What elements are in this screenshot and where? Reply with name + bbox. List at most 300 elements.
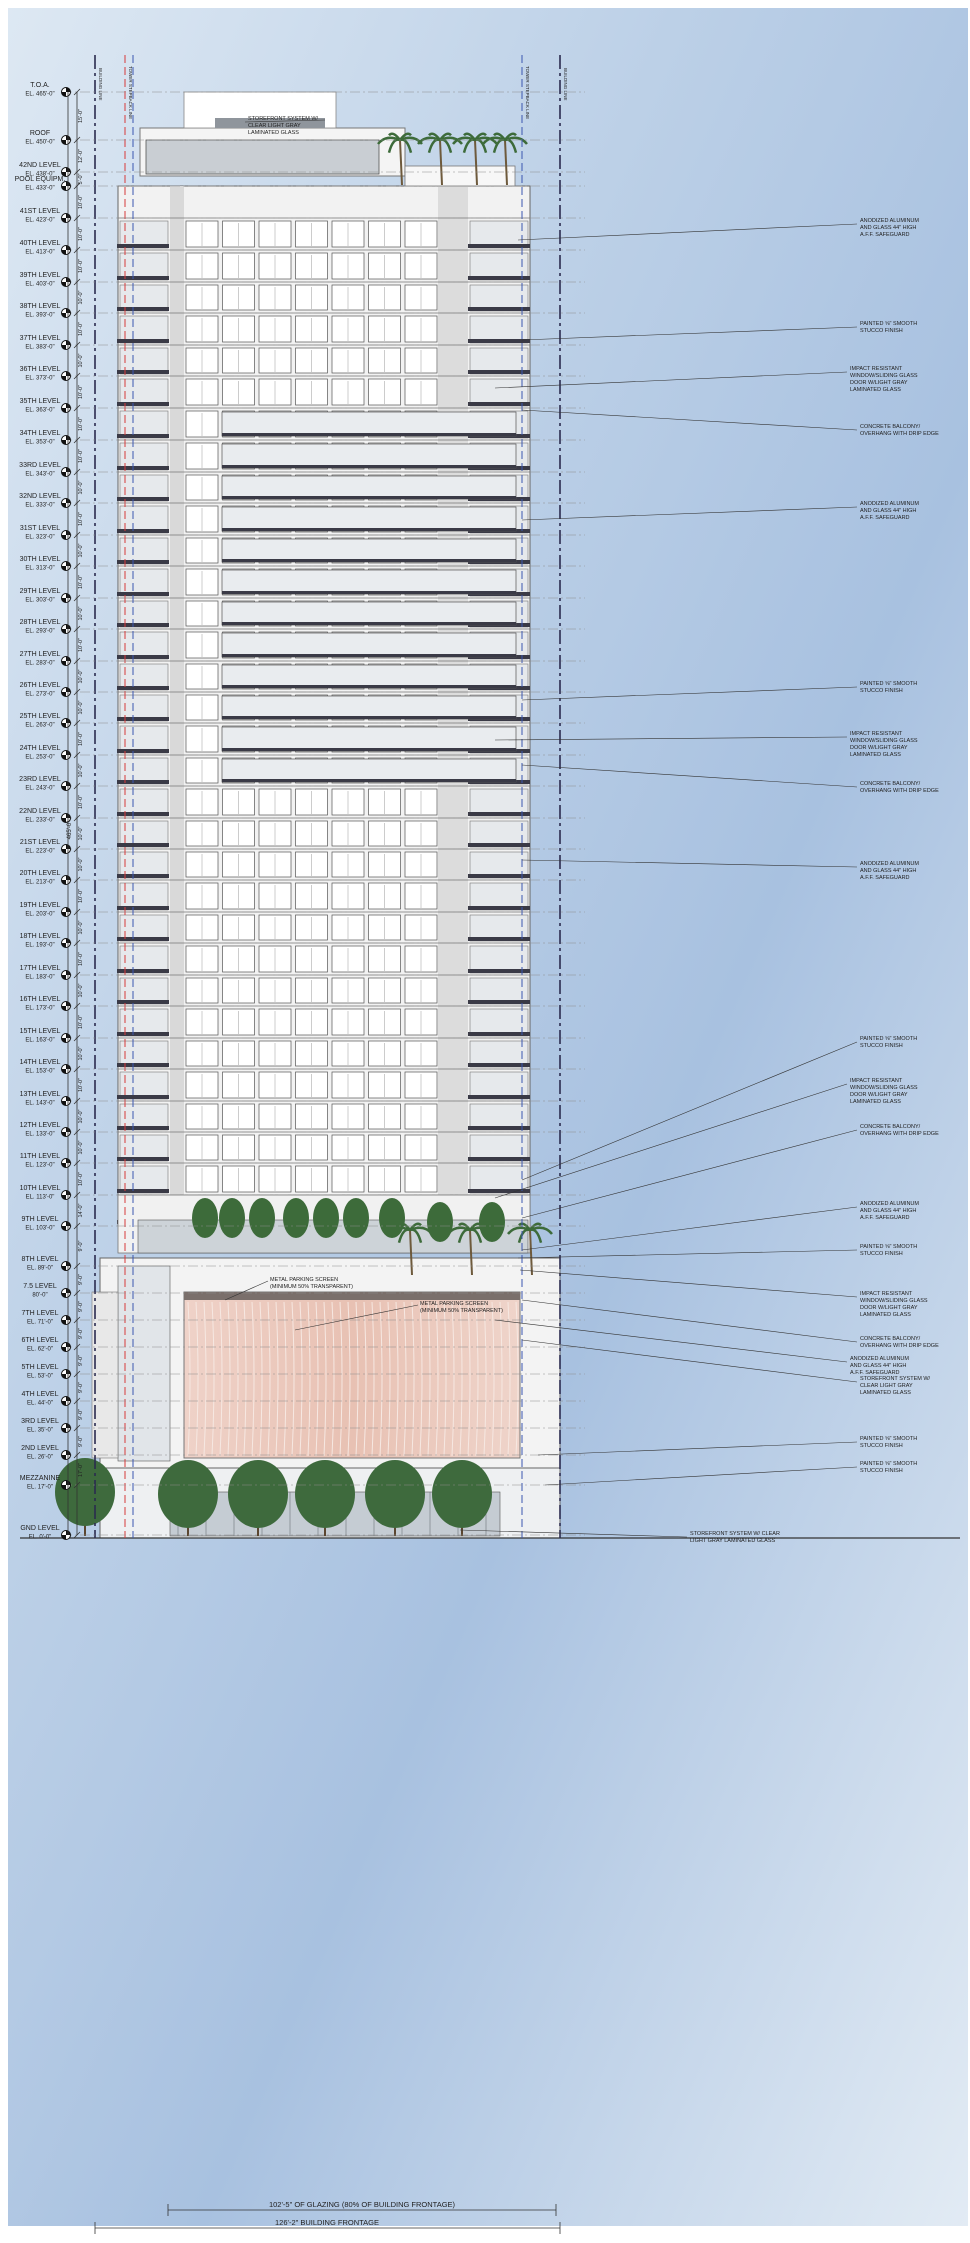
level-marker xyxy=(62,1370,71,1379)
level-elevation: EL. 423'-0" xyxy=(25,217,55,224)
level-elevation: EL. 223'-0" xyxy=(25,848,55,855)
level-elevation: EL. 35'-0" xyxy=(27,1427,53,1434)
right-balcony-glass xyxy=(470,316,528,343)
level-elevation: EL. 438'-0" xyxy=(25,171,55,178)
level-elevation: EL. 113'-0" xyxy=(25,1194,55,1201)
mid-balcony-rail xyxy=(222,591,516,594)
right-balcony-glass xyxy=(470,253,528,280)
floor-height-dim: 9'-0" xyxy=(78,1436,84,1447)
level-name: 2ND LEVEL xyxy=(21,1445,59,1452)
callout-line: CLEAR LIGHT GRAY xyxy=(248,123,301,129)
tower-shade-left xyxy=(170,186,184,1226)
pool-deck xyxy=(405,166,515,186)
floor-height-dim: 10'-0" xyxy=(78,637,84,653)
callout-line: ANODIZED ALUMINUM xyxy=(860,1201,919,1207)
level-elevation: EL. 203'-0" xyxy=(25,911,55,918)
level-name: 31ST LEVEL xyxy=(19,525,61,532)
level-elevation: EL. 89'-0" xyxy=(27,1265,53,1272)
floor-height-dim: 9'-0" xyxy=(78,1240,84,1252)
callout-line: ANODIZED ALUMINUM xyxy=(860,218,919,224)
level-name: 7.5 LEVEL xyxy=(23,1283,57,1290)
level-elevation: EL. 413'-0" xyxy=(25,249,55,256)
callout-line: STUCCO FINISH xyxy=(860,688,903,694)
callout-line: AND GLASS 44" HIGH xyxy=(850,1363,907,1369)
shrub-tree xyxy=(379,1198,405,1238)
shrub-tree xyxy=(427,1202,453,1242)
mid-balcony-rail xyxy=(222,654,516,657)
level-marker xyxy=(62,404,71,413)
right-balcony-rail xyxy=(468,1126,530,1130)
level-elevation: EL. 373'-0" xyxy=(25,375,55,382)
level-marker xyxy=(62,1424,71,1433)
left-balcony-glass xyxy=(120,411,168,438)
left-balcony-glass xyxy=(120,379,168,406)
right-balcony-glass xyxy=(470,379,528,406)
level-elevation: EL. 71'-0" xyxy=(27,1319,53,1326)
level-name: 18TH LEVEL xyxy=(19,933,61,940)
level-marker xyxy=(62,531,71,540)
level-marker xyxy=(62,1097,71,1106)
right-balcony-rail xyxy=(468,937,530,941)
callout-line: PAINTED ⅝" SMOOTH xyxy=(860,321,918,327)
level-name: 15TH LEVEL xyxy=(19,1028,61,1035)
right-balcony-glass xyxy=(470,1166,528,1193)
callout-line: STUCCO FINISH xyxy=(860,1043,903,1049)
level-elevation: EL. 323'-0" xyxy=(25,534,55,541)
level-elevation: EL. 17'-0" xyxy=(27,1484,53,1491)
grid-line-label: TOWER STEPBACK LINE xyxy=(525,66,530,120)
floor-height-dim: 9'-0" xyxy=(78,1355,84,1366)
level-elevation: EL. 44'-0" xyxy=(27,1400,53,1407)
callout-line: A.F.F. SAFEGUARD xyxy=(860,1215,910,1221)
floor-height-dim: 9'-0" xyxy=(78,1328,84,1339)
floor-height-dim: 10'-0" xyxy=(78,448,84,464)
level-name: 8TH LEVEL xyxy=(21,1256,59,1263)
level-elevation: EL. 103'-0" xyxy=(25,1225,55,1232)
level-marker xyxy=(62,372,71,381)
level-marker xyxy=(62,136,71,145)
mid-balcony-band xyxy=(222,539,516,562)
callout-line: LAMINATED GLASS xyxy=(248,130,299,136)
right-balcony-glass xyxy=(470,883,528,910)
right-balcony-glass xyxy=(470,1072,528,1099)
level-marker xyxy=(62,1222,71,1231)
callout-line: STOREFRONT SYSTEM W/ CLEAR xyxy=(690,1531,780,1537)
right-balcony-rail xyxy=(468,843,530,847)
floor-height-dim: 10'-0" xyxy=(78,1171,84,1187)
mid-balcony-band xyxy=(222,696,516,719)
callout-line: AND GLASS 44" HIGH xyxy=(860,868,917,874)
callout-line: CLEAR LIGHT GRAY xyxy=(860,1383,913,1389)
level-name: POOL EQUIPM. xyxy=(14,176,66,183)
mid-balcony-band xyxy=(222,507,516,531)
floor-height-dim: 10'-0" xyxy=(78,983,84,998)
level-name: 29TH LEVEL xyxy=(19,588,61,595)
street-tree xyxy=(432,1460,492,1528)
callout-line: ANODIZED ALUMINUM xyxy=(850,1356,909,1362)
street-tree xyxy=(158,1460,218,1528)
level-elevation: EL. 123'-0" xyxy=(25,1162,55,1169)
floor-height-dim: 10'-0" xyxy=(78,290,84,305)
level-marker xyxy=(62,436,71,445)
level-name: 6TH LEVEL xyxy=(21,1337,59,1344)
level-marker xyxy=(62,499,71,508)
street-tree xyxy=(228,1460,288,1528)
left-balcony-glass xyxy=(120,1072,168,1099)
level-marker xyxy=(62,341,71,350)
right-balcony-rail xyxy=(468,1032,530,1036)
floor-height-dim: 14'-0" xyxy=(78,1203,84,1218)
level-elevation: EL. 293'-0" xyxy=(25,628,55,635)
left-balcony-glass xyxy=(120,726,168,753)
level-elevation: EL. 273'-0" xyxy=(25,691,55,698)
callout-line: STUCCO FINISH xyxy=(860,328,903,334)
left-balcony-glass xyxy=(120,883,168,910)
floor-height-dim: 10'-0" xyxy=(78,416,84,432)
level-name: MEZZANINE xyxy=(19,1475,61,1482)
callout-line: PAINTED ⅝" SMOOTH xyxy=(860,1461,918,1467)
floor-height-dim: 10'-0" xyxy=(78,606,84,621)
callout-line: STUCCO FINISH xyxy=(860,1443,903,1449)
level-elevation: 80'-0" xyxy=(32,1292,48,1299)
callout-line: LAMINATED GLASS xyxy=(850,752,901,758)
callout-line: PAINTED ⅝" SMOOTH xyxy=(860,1436,918,1442)
floor-height-dim: 10'-0" xyxy=(78,888,84,904)
floor-height-dim: 10'-0" xyxy=(78,920,84,935)
level-name: 25TH LEVEL xyxy=(19,713,61,720)
floor-height-dim: 10'-0" xyxy=(78,384,84,400)
right-balcony-rail xyxy=(468,1157,530,1161)
level-marker xyxy=(62,719,71,728)
level-name: 9TH LEVEL xyxy=(21,1216,59,1223)
mid-balcony-band xyxy=(222,412,516,436)
callout-line: PAINTED ⅝" SMOOTH xyxy=(860,1244,918,1250)
callout-line: DOOR W/LIGHT GRAY xyxy=(850,745,908,751)
level-elevation: EL. 213'-0" xyxy=(25,879,55,886)
left-balcony-glass xyxy=(120,632,168,659)
level-marker xyxy=(62,246,71,255)
level-elevation: EL. 313'-0" xyxy=(25,565,55,572)
callout-line: IMPACT RESISTANT xyxy=(850,1078,903,1084)
mid-balcony-rail xyxy=(222,748,516,751)
level-name: 26TH LEVEL xyxy=(19,682,61,689)
level-elevation: EL. 133'-0" xyxy=(25,1131,55,1138)
grid-line-label: BUILDING LINE xyxy=(98,68,103,101)
level-marker xyxy=(62,214,71,223)
level-name: 20TH LEVEL xyxy=(19,870,61,877)
floor-height-dim: 9'-0" xyxy=(78,1382,84,1393)
callout-line: IMPACT RESISTANT xyxy=(850,366,903,372)
callout-line: LAMINATED GLASS xyxy=(850,1099,901,1105)
level-marker xyxy=(62,908,71,917)
shrub-tree xyxy=(479,1202,505,1242)
level-marker xyxy=(62,1034,71,1043)
level-name: 35TH LEVEL xyxy=(19,398,61,405)
right-balcony-rail xyxy=(468,339,530,343)
level-name: 40TH LEVEL xyxy=(19,240,61,247)
floor-height-dim: 15'-0" xyxy=(78,108,84,124)
floor-height-dim: 10'-0" xyxy=(78,857,84,872)
left-balcony-glass xyxy=(120,946,168,973)
callout-line: AND GLASS 44" HIGH xyxy=(860,225,917,231)
level-marker xyxy=(62,1289,71,1298)
level-marker xyxy=(62,1191,71,1200)
left-balcony-rail xyxy=(117,843,169,847)
level-marker xyxy=(62,876,71,885)
floor-height-dim: 12'-0" xyxy=(78,148,84,164)
level-name: 12TH LEVEL xyxy=(19,1122,61,1129)
left-balcony-glass xyxy=(120,506,168,533)
callout-line: DOOR W/LIGHT GRAY xyxy=(860,1305,918,1311)
callout-line: CONCRETE BALCONY/ xyxy=(860,424,921,430)
right-balcony-rail xyxy=(468,1000,530,1004)
level-elevation: EL. 143'-0" xyxy=(25,1100,55,1107)
mid-balcony-band xyxy=(222,633,516,657)
left-balcony-rail xyxy=(117,1095,169,1099)
level-name: 10TH LEVEL xyxy=(19,1185,61,1192)
callout-line: AND GLASS 44" HIGH xyxy=(860,1208,917,1214)
penthouse-glazing xyxy=(146,140,379,174)
right-balcony-rail xyxy=(468,1095,530,1099)
level-name: 36TH LEVEL xyxy=(19,366,61,373)
level-marker xyxy=(62,1343,71,1352)
level-marker xyxy=(62,1128,71,1137)
left-balcony-glass xyxy=(120,789,168,816)
left-balcony-glass xyxy=(120,569,168,596)
callout-line: LIGHT GRAY LAMINATED GLASS xyxy=(690,1538,776,1544)
callout-line: STUCCO FINISH xyxy=(860,1468,903,1474)
level-marker xyxy=(62,1316,71,1325)
floor-height-dim: 10'-0" xyxy=(78,480,84,495)
floor-height-dim: 9'-0" xyxy=(78,1274,84,1285)
level-elevation: EL. 153'-0" xyxy=(25,1068,55,1075)
level-name: 37TH LEVEL xyxy=(19,335,61,342)
callout-line: A.F.F. SAFEGUARD xyxy=(860,875,910,881)
callout-line: PAINTED ⅝" SMOOTH xyxy=(860,681,918,687)
level-marker xyxy=(62,594,71,603)
level-elevation: EL. 243'-0" xyxy=(25,785,55,792)
level-name: 42ND LEVEL xyxy=(19,162,61,169)
level-name: 27TH LEVEL xyxy=(19,651,61,658)
floor-height-dim: 10'-0" xyxy=(78,1014,84,1030)
grid-line-label: BUILDING LINE xyxy=(563,68,568,101)
right-balcony-rail xyxy=(468,402,530,406)
level-elevation: EL. 253'-0" xyxy=(25,754,55,761)
street-tree xyxy=(365,1460,425,1528)
level-elevation: EL. 263'-0" xyxy=(25,722,55,729)
callout-line: A.F.F. SAFEGUARD xyxy=(860,232,910,238)
left-balcony-glass xyxy=(120,1166,168,1193)
level-marker xyxy=(62,751,71,760)
shrub-tree xyxy=(192,1198,218,1238)
level-name: 17TH LEVEL xyxy=(19,965,61,972)
floor-height-dim: 10'-0" xyxy=(78,700,84,715)
callout-line: A.F.F. SAFEGUARD xyxy=(850,1370,900,1376)
callout-line: IMPACT RESISTANT xyxy=(860,1291,913,1297)
podium-side-wall xyxy=(92,1292,118,1458)
floor-height-dim: 10'-0" xyxy=(78,1109,84,1124)
right-balcony-glass xyxy=(470,221,528,248)
level-name: 24TH LEVEL xyxy=(19,745,61,752)
level-marker xyxy=(62,562,71,571)
level-elevation: EL. 193'-0" xyxy=(25,942,55,949)
level-elevation: EL. 433'-0" xyxy=(25,185,55,192)
level-elevation: EL. 233'-0" xyxy=(25,817,55,824)
level-marker xyxy=(62,657,71,666)
level-name: T.O.A. xyxy=(30,82,50,89)
right-balcony-rail xyxy=(468,969,530,973)
level-marker xyxy=(62,1262,71,1271)
level-elevation: EL. 62'-0" xyxy=(27,1346,53,1353)
mid-balcony-band xyxy=(222,476,516,499)
floor-height-dim: 10'-0" xyxy=(78,1140,84,1155)
level-name: 23RD LEVEL xyxy=(19,776,61,783)
level-marker xyxy=(62,625,71,634)
mid-balcony-band xyxy=(222,602,516,625)
mid-balcony-rail xyxy=(222,685,516,688)
level-marker xyxy=(62,1481,71,1490)
callout-line: ANODIZED ALUMINUM xyxy=(860,861,919,867)
level-marker xyxy=(62,1451,71,1460)
level-name: 5TH LEVEL xyxy=(21,1364,59,1371)
callout-line: WINDOW/SLIDING GLASS xyxy=(860,1298,928,1304)
left-balcony-glass xyxy=(120,1009,168,1036)
level-marker xyxy=(62,971,71,980)
level-elevation: EL. 53'-0" xyxy=(27,1373,53,1380)
callout-line: (MINIMUM 50% TRANSPARENT) xyxy=(420,1308,503,1314)
callout-line: STOREFRONT SYSTEM W/ xyxy=(248,116,319,122)
level-marker xyxy=(62,939,71,948)
level-name: 21ST LEVEL xyxy=(19,839,61,846)
level-name: 30TH LEVEL xyxy=(19,556,61,563)
level-marker xyxy=(62,88,71,97)
right-balcony-rail xyxy=(468,874,530,878)
right-balcony-rail xyxy=(468,370,530,374)
level-marker xyxy=(62,1531,71,1540)
level-elevation: EL. 353'-0" xyxy=(25,439,55,446)
level-name: 11TH LEVEL xyxy=(19,1153,61,1160)
level-elevation: EL. 363'-0" xyxy=(25,407,55,414)
floor-height-dim: 10'-0" xyxy=(78,353,84,368)
floor-height-dim: 10'-0" xyxy=(78,951,84,967)
level-name: 13TH LEVEL xyxy=(19,1091,61,1098)
level-marker xyxy=(62,782,71,791)
floor-height-dim: 10'-0" xyxy=(78,731,84,747)
level-name: 3RD LEVEL xyxy=(21,1418,59,1425)
mid-balcony-rail xyxy=(222,622,516,625)
mid-balcony-rail xyxy=(222,433,516,436)
left-balcony-glass xyxy=(120,253,168,280)
level-elevation: EL. 0'-0" xyxy=(28,1534,52,1541)
frontage-dimension-text: 126'-2" BUILDING FRONTAGE xyxy=(275,2218,379,2227)
floor-height-dim: 9'-0" xyxy=(78,1301,84,1312)
callout-line: A.F.F. SAFEGUARD xyxy=(860,515,910,521)
level-name: 28TH LEVEL xyxy=(19,619,61,626)
callout-line: OVERHANG WITH DRIP EDGE xyxy=(860,1131,939,1137)
callout-line: AND GLASS 44" HIGH xyxy=(860,508,917,514)
callout-line: IMPACT RESISTANT xyxy=(850,731,903,737)
level-elevation: EL. 333'-0" xyxy=(25,502,55,509)
right-balcony-glass xyxy=(470,789,528,816)
glazing-dimension-text: 102'-5" OF GLAZING (80% OF BUILDING FRONTAGE) xyxy=(268,2200,456,2209)
callout-line: DOOR W/LIGHT GRAY xyxy=(850,380,908,386)
mid-balcony-band xyxy=(222,444,516,468)
floor-height-dim: 10'-0" xyxy=(78,1046,84,1061)
callout-line: OVERHANG WITH DRIP EDGE xyxy=(860,431,939,437)
level-elevation: EL. 283'-0" xyxy=(25,660,55,667)
level-name: 39TH LEVEL xyxy=(19,272,61,279)
floor-height-dim: 10'-0" xyxy=(78,1077,84,1093)
left-balcony-glass xyxy=(120,443,168,470)
level-marker xyxy=(62,309,71,318)
shrub-tree xyxy=(313,1198,339,1238)
floor-height-dim: 10'-0" xyxy=(78,763,84,778)
mid-balcony-rail xyxy=(222,559,516,562)
mid-balcony-rail xyxy=(222,496,516,499)
callout-line: CONCRETE BALCONY/ xyxy=(860,1124,921,1130)
left-balcony-glass xyxy=(120,316,168,343)
callout-line: LAMINATED GLASS xyxy=(860,1390,911,1396)
shrub-tree xyxy=(249,1198,275,1238)
level-elevation: EL. 450'-0" xyxy=(25,139,55,146)
right-balcony-rail xyxy=(468,812,530,816)
level-name: 38TH LEVEL xyxy=(19,303,61,310)
shrub-tree xyxy=(219,1198,245,1238)
level-name: 22ND LEVEL xyxy=(19,808,61,815)
level-marker xyxy=(62,1159,71,1168)
level-elevation: EL. 383'-0" xyxy=(25,344,55,351)
callout-line: METAL PARKING SCREEN xyxy=(420,1301,489,1307)
callout-line: WINDOW/SLIDING GLASS xyxy=(850,373,918,379)
right-balcony-glass xyxy=(470,1009,528,1036)
floor-height-dim: 10'-0" xyxy=(78,543,84,558)
grid-line-label: TOWER STEPBACK LINE xyxy=(128,66,133,120)
mid-balcony-rail xyxy=(222,528,516,531)
level-elevation: EL. 465'-0" xyxy=(25,91,55,98)
street-tree xyxy=(295,1460,355,1528)
callout-line: CONCRETE BALCONY/ xyxy=(860,1336,921,1342)
level-name: 33RD LEVEL xyxy=(19,462,61,469)
level-name: 14TH LEVEL xyxy=(19,1059,61,1066)
callout-line: WINDOW/SLIDING GLASS xyxy=(850,738,918,744)
mid-balcony-rail xyxy=(222,779,516,782)
right-balcony-rail xyxy=(468,1063,530,1067)
callout-line: OVERHANG WITH DRIP EDGE xyxy=(860,788,939,794)
floor-height-dim: 10'-0" xyxy=(78,511,84,527)
left-balcony-rail xyxy=(117,339,169,343)
level-marker xyxy=(62,845,71,854)
mid-balcony-band xyxy=(222,759,516,782)
floor-height-dim: 10'-0" xyxy=(78,794,84,810)
level-elevation: EL. 183'-0" xyxy=(25,974,55,981)
mid-balcony-band xyxy=(222,727,516,751)
shrub-tree xyxy=(283,1198,309,1238)
callout-line: LAMINATED GLASS xyxy=(850,387,901,393)
level-marker xyxy=(62,278,71,287)
floor-height-dim: 17'-0" xyxy=(78,1462,84,1478)
floor-height-dim: 10'-0" xyxy=(78,226,84,242)
callout-line: WINDOW/SLIDING GLASS xyxy=(850,1085,918,1091)
level-name: ROOF xyxy=(29,130,51,137)
callout-line: STUCCO FINISH xyxy=(860,1251,903,1257)
callout-line: METAL PARKING SCREEN xyxy=(270,1277,339,1283)
right-balcony-rail xyxy=(468,307,530,311)
level-marker xyxy=(62,468,71,477)
right-balcony-rail xyxy=(468,244,530,248)
floor-height-dim: 9'-0" xyxy=(78,1409,84,1420)
floor-height-dim: 10'-0" xyxy=(78,321,84,337)
mid-balcony-rail xyxy=(222,716,516,719)
